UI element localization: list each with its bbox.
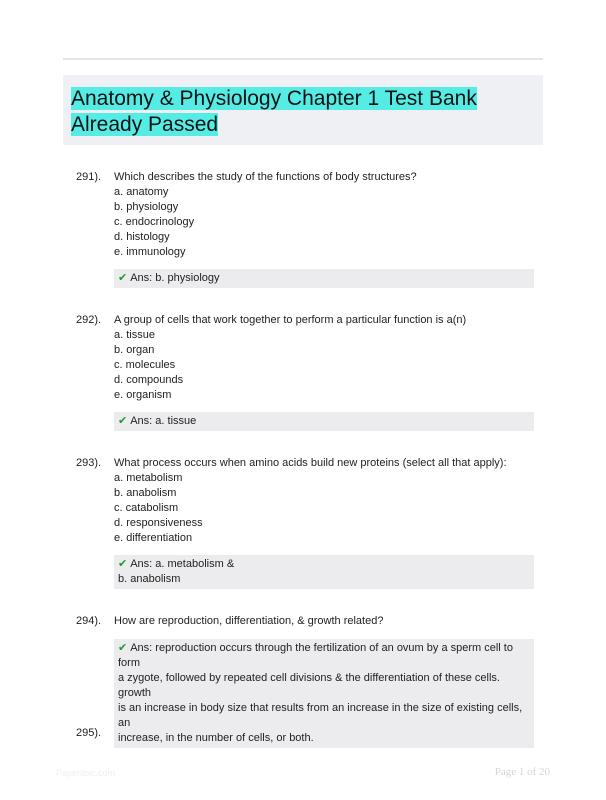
option-item: e. differentiation xyxy=(114,532,193,544)
option-list xyxy=(114,471,203,546)
page-number: Page 1 of 20 xyxy=(494,766,550,778)
check-icon: ✔ xyxy=(118,415,128,427)
option-item: e. immunology xyxy=(114,246,186,258)
question-text: Which describes the study of the functions of body structures? xyxy=(114,171,417,183)
check-icon: ✔ xyxy=(118,642,128,654)
question-number: 291). xyxy=(76,171,102,183)
question-number: 295). xyxy=(76,727,102,739)
answer-text: b. anabolism xyxy=(118,573,181,585)
answer-text: a zygote, followed by repeated cell divisions & the differentiation of these cells. growth xyxy=(118,672,500,699)
option-item: b. organ xyxy=(114,344,155,356)
option-item: d. compounds xyxy=(114,374,184,386)
question-number: 294). xyxy=(76,615,102,627)
answer-text: Ans: b. physiology xyxy=(130,272,220,284)
answer-box xyxy=(114,555,534,589)
check-icon: ✔ xyxy=(118,272,128,284)
question-text: What process occurs when amino acids build new proteins (select all that apply): xyxy=(114,457,507,469)
option-item: e. organism xyxy=(114,389,172,401)
answer-text: increase, in the number of cells, or both. xyxy=(118,732,314,744)
option-item: c. endocrinology xyxy=(114,216,195,228)
option-list xyxy=(114,328,183,403)
option-list xyxy=(114,185,194,260)
option-item: d. responsiveness xyxy=(114,517,203,529)
option-item: a. tissue xyxy=(114,329,155,341)
option-item: c. catabolism xyxy=(114,502,179,514)
option-item: d. histology xyxy=(114,231,170,243)
answer-text: Ans: reproduction occurs through the fertilization of an ovum by a sperm cell to form xyxy=(118,642,513,669)
check-icon: ✔ xyxy=(118,558,128,570)
question-number: 293). xyxy=(76,457,102,469)
watermark: Paperlibic.com xyxy=(56,768,116,778)
answer-text: is an increase in body size that results from an increase in the size of existing cells, an xyxy=(118,702,523,729)
question-text: How are reproduction, differentiation, & growth related? xyxy=(114,615,384,627)
option-item: a. metabolism xyxy=(114,472,183,484)
answer-text: Ans: a. tissue xyxy=(130,415,197,427)
option-item: b. physiology xyxy=(114,201,179,213)
question-text: A group of cells that work together to perform a particular function is a(n) xyxy=(114,314,467,326)
answer-box xyxy=(114,269,534,288)
answer-text: Ans: a. metabolism & xyxy=(130,558,235,570)
answer-box xyxy=(114,412,534,431)
top-divider xyxy=(63,58,543,60)
option-item: c. molecules xyxy=(114,359,176,371)
document-title: Anatomy & Physiology Chapter 1 Test Bank Already Passed xyxy=(71,87,477,136)
option-item: a. anatomy xyxy=(114,186,169,198)
option-item: b. anabolism xyxy=(114,487,177,499)
question-number: 292). xyxy=(76,314,102,326)
answer-box xyxy=(114,639,534,748)
